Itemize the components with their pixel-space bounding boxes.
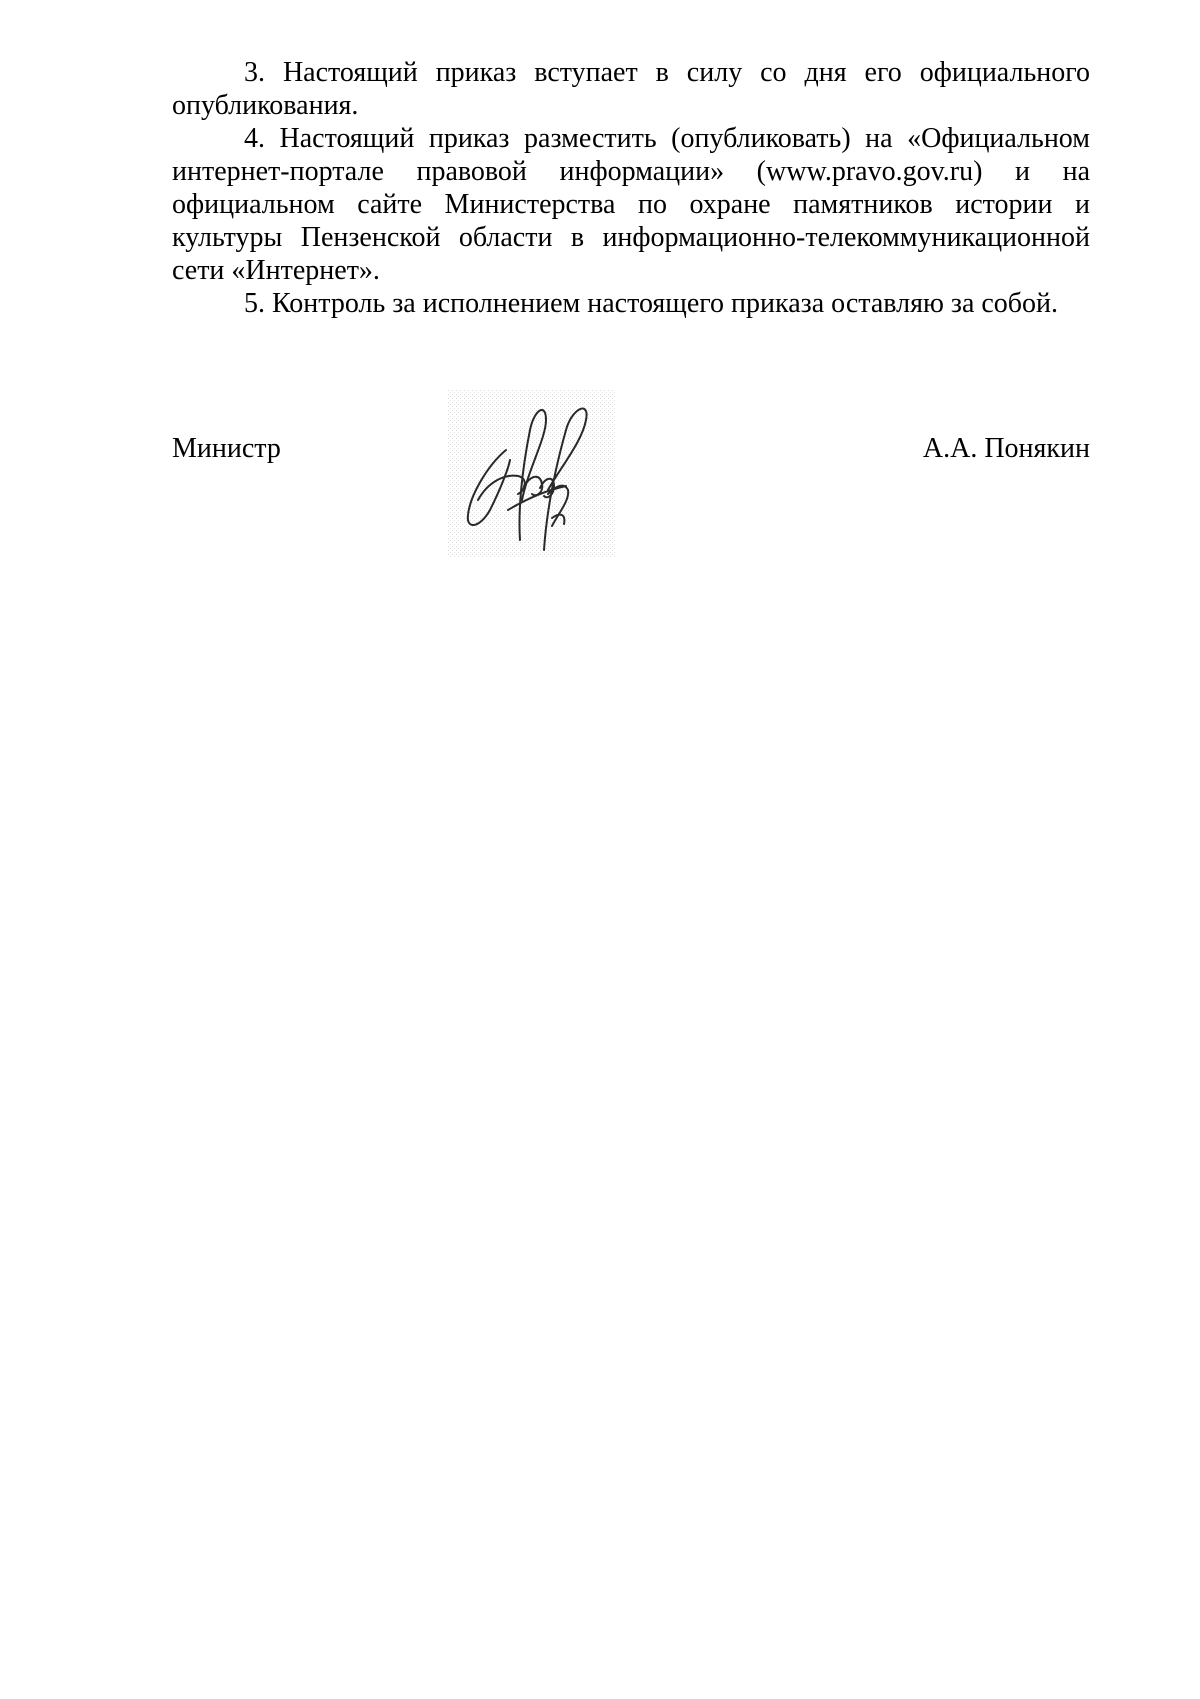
paragraph-4: 4. Настоящий приказ разместить (опубликовать) на «Официальном интернет-портале правовой информации» (www.pravo.gov.ru) и на официальном сайте Министерства по охране памятников истории и культуры Пензенской области в информационно-телекоммуникационной сети «Интернет». — [172, 123, 1090, 286]
paragraph-5: 5. Контроль за исполнением настоящего приказа оставляю за собой. — [244, 288, 1059, 319]
signature-block — [172, 390, 1090, 580]
handwritten-signature-icon — [448, 390, 616, 558]
signer-name: А.А. Понякин — [922, 433, 1090, 464]
paragraph-3: 3. Настоящий приказ вступает в силу со дня его официального опубликования. — [172, 57, 1090, 121]
document-body — [172, 56, 1090, 320]
signer-position: Министр — [172, 433, 281, 464]
